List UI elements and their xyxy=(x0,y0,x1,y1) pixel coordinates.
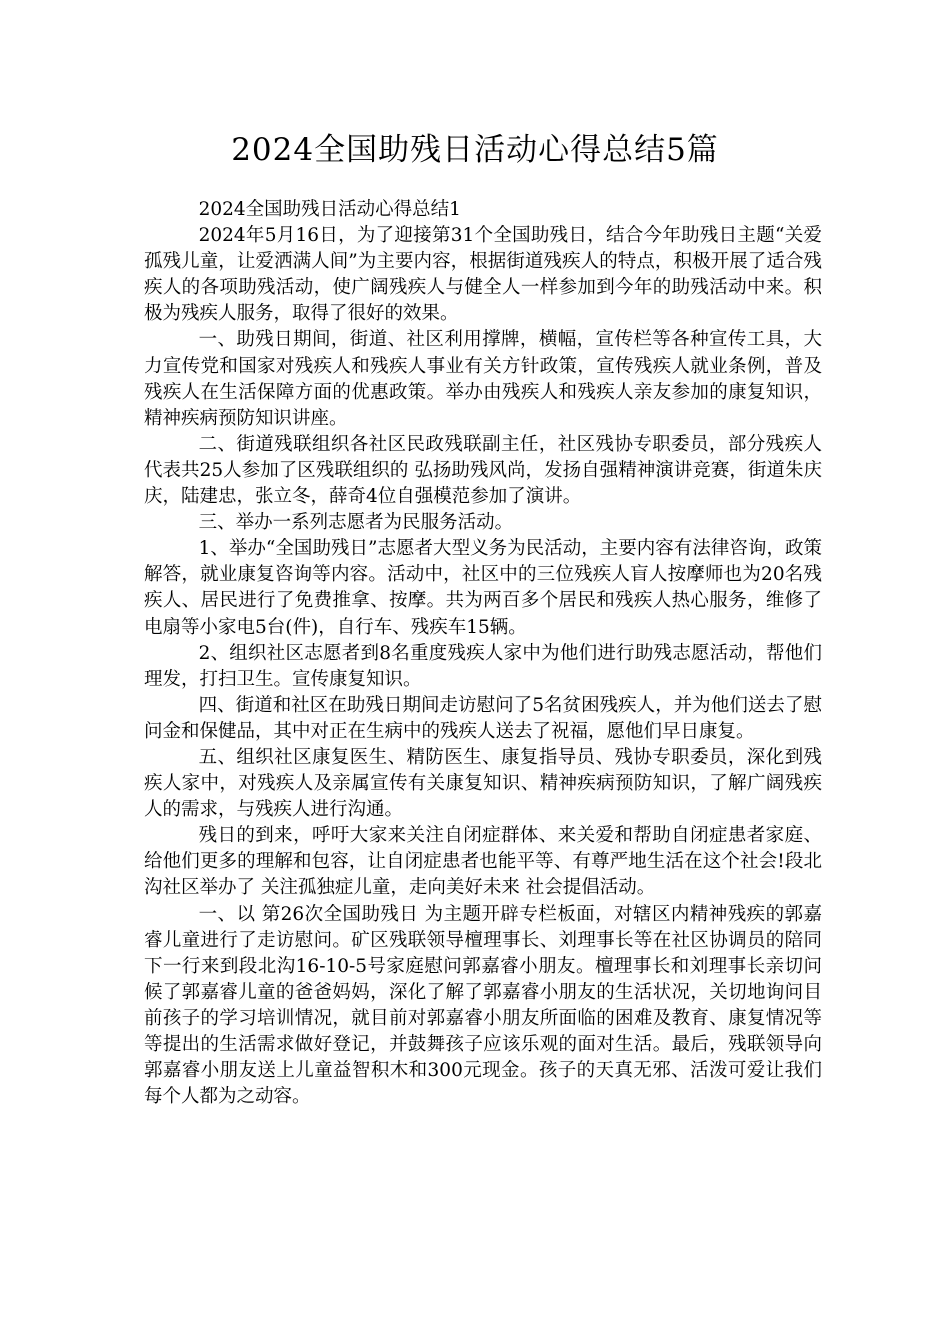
document-title: 2024全国助残日活动心得总结5篇 xyxy=(231,132,719,168)
paragraph-item-3: 三、举办一系列志愿者为民服务活动。 xyxy=(198,512,514,534)
paragraph-item-2: 二、街道残联组织各社区民政残联副主任，社区残协专职委员，部分残疾人代表共25人参加了区残联组织的 弘扬助残风尚，发扬自强精神演讲竞赛，街道朱庆庆，陆建忠，张立冬，薛奇4位自强模范参加了演讲。 xyxy=(144,433,822,508)
paragraph-item-1: 一、助残日期间，街道、社区利用撑牌，横幅，宣传栏等各种宣传工具，大力宣传党和国家对残疾人和残疾人事业有关方针政策，宣传残疾人就业条例，普及残疾人在生活保障方面的优惠政策。举办由残疾人和残疾人亲友参加的康复知识，精神疾病预防知识讲座。 xyxy=(144,329,822,429)
section-heading: 2024全国助残日活动心得总结1 xyxy=(198,199,461,220)
paragraph-intro: 2024年5月16日，为了迎接第31个全国助残日，结合今年助残日主题“关爱孤残儿童，让爱洒满人间”为主要内容，根据街道残疾人的特点，积极开展了适合残疾人的各项助残活动，使广阔残疾人与健全人一样参加到今年的助残活动中来。积极为残疾人服务，取得了很好的效果。 xyxy=(144,225,822,325)
paragraph-autism: 残日的到来，呼吁大家来关注自闭症群体、来关爱和帮助自闭症患者家庭、给他们更多的理解和包容，让自闭症患者也能平等、有尊严地生活在这个社会!段北沟社区举办了 关注孤独症儿童，走向美好未来 社会提倡活动。 xyxy=(144,825,822,899)
paragraph-subitem-2: 2、组织社区志愿者到8名重度残疾人家中为他们进行助残志愿活动，帮他们理发，打扫卫生。宣传康复知识。 xyxy=(144,642,822,690)
paragraph-item-5: 五、组织社区康复医生、精防医生、康复指导员、残协专职委员，深化到残疾人家中，对残疾人及亲属宣传有关康复知识、精神疾病预防知识，了解广阔残疾人的需求，与残疾人进行沟通。 xyxy=(144,746,822,821)
document-body xyxy=(144,197,822,1110)
paragraph-subitem-1: 1、举办“全国助残日”志愿者大型义务为民活动，主要内容有法律咨询，政策解答，就业康复咨询等内容。活动中，社区中的三位残疾人盲人按摩师也为20名残疾人、居民进行了免费推拿、按摩。共为两百多个居民和残疾人热心服务，维修了电扇等小家电5台(件)，自行车、残疾车15辆。 xyxy=(144,538,822,638)
paragraph-item-4: 四、街道和社区在助残日期间走访慰问了5名贫困残疾人，并为他们送去了慰问金和保健品，其中对正在生病中的残疾人送去了祝福，愿他们早日康复。 xyxy=(144,694,822,742)
paragraph-visit: 一、以 第26次全国助残日 为主题开辟专栏板面，对辖区内精神残疾的郭嘉睿儿童进行了走访慰问。矿区残联领导檀理事长、刘理事长等在社区协调员的陪同下一行来到段北沟16-10-5号家庭慰问郭嘉睿小朋友。檀理事长和刘理事长亲切问候了郭嘉睿儿童的爸爸妈妈，深化了解了郭嘉睿小朋友的生活状况，关切地询问目前孩子的学习培训情况，就目前对郭嘉睿小朋友所面临的困难及教育、康复情况等等提出的生活需求做好登记，并鼓舞孩子应该乐观的面对生活。最后，残联领导向郭嘉睿小朋友送上儿童益智积木和300元现金。孩子的天真无邪、活泼可爱让我们每个人都为之动容。 xyxy=(144,903,822,1108)
